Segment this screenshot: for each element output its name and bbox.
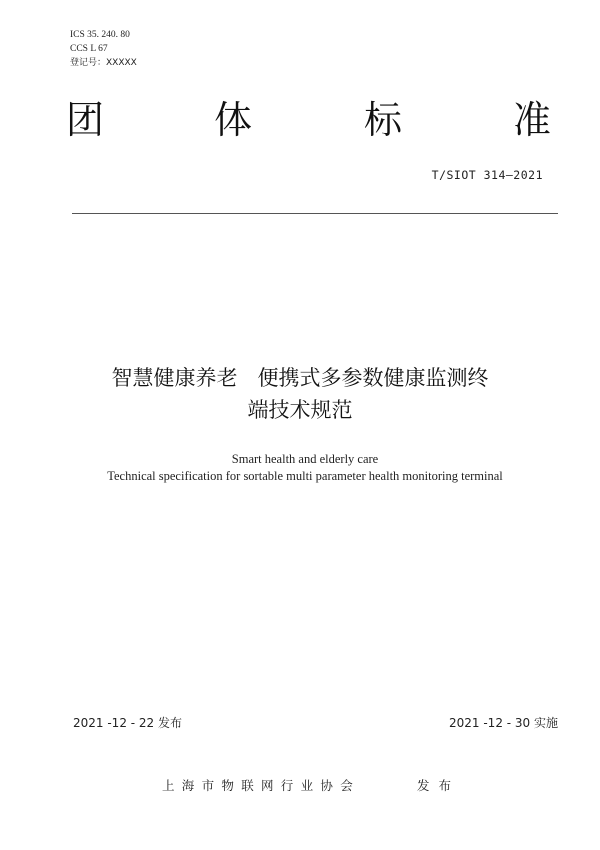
- chinese-title-line-1: 智慧健康养老 便携式多参数健康监测终: [111, 366, 489, 390]
- standard-type-char: 体: [214, 98, 253, 142]
- chinese-title-line-2: 端技术规范: [247, 398, 353, 422]
- standard-type-char: 团: [66, 98, 105, 142]
- standard-number: T/SIOT 314—2021: [431, 168, 543, 182]
- issue-date: 2021 -12 - 22 发布: [73, 716, 182, 730]
- implementation-date: 2021 -12 - 30 实施: [449, 716, 558, 730]
- standard-type-char: 标: [364, 98, 403, 142]
- ccs-code: CCS L 67: [70, 44, 108, 54]
- standard-type-char: 准: [513, 98, 552, 142]
- standard-type-heading: [66, 96, 556, 146]
- publish-label: 发布: [417, 778, 461, 793]
- english-title-line-2: Technical specification for sortable multi parameter health monitoring terminal: [107, 469, 503, 483]
- header-divider: [72, 213, 558, 214]
- registration-number: 登记号：XXXXX: [70, 58, 137, 68]
- ics-code: ICS 35. 240. 80: [70, 30, 130, 40]
- publisher-name: 上海市物联网行业协会: [162, 778, 361, 793]
- english-title-line-1: Smart health and elderly care: [231, 452, 379, 466]
